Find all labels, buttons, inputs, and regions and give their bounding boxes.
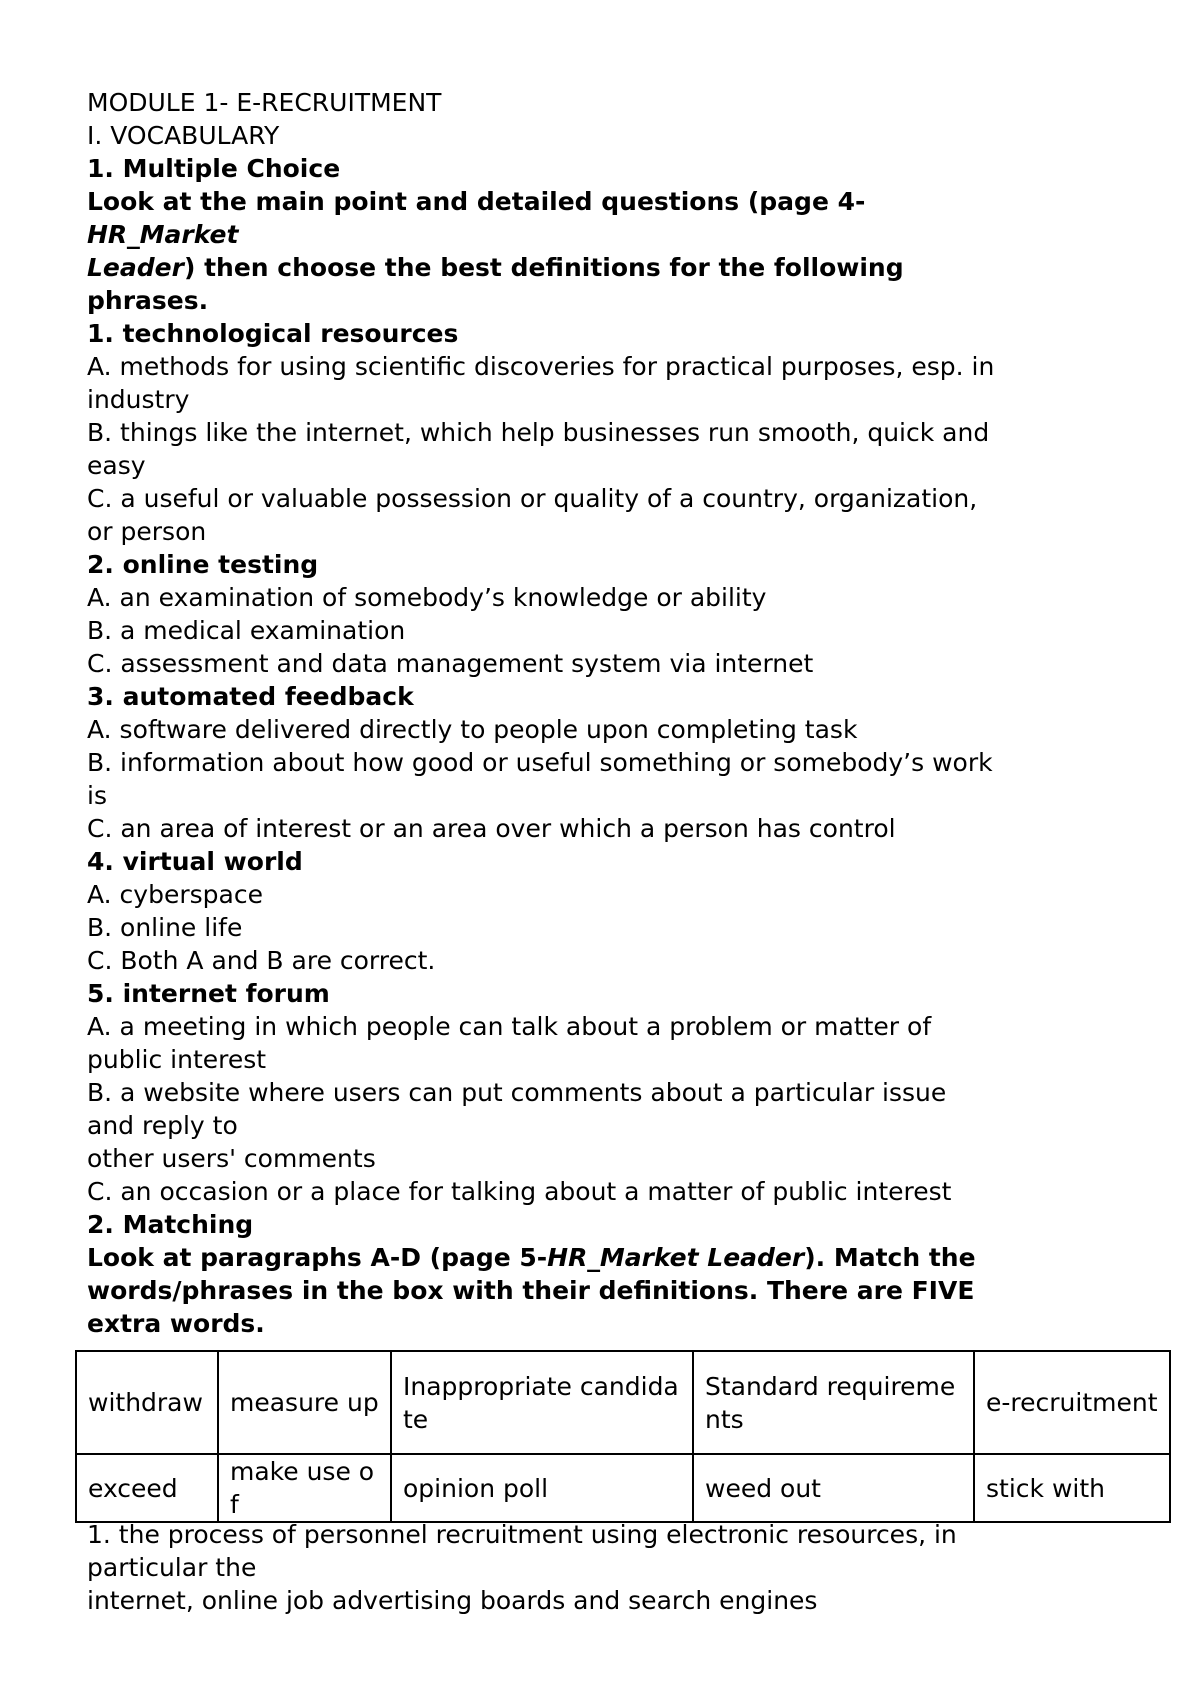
part1-instruction [87,185,1167,317]
part2-instruction-book: HR_Market Leader [547,1243,805,1272]
part1-instruction-a: Look at the main point and detailed questions (page 4- [87,187,866,216]
question-option: easy [87,451,146,480]
word-box-table [75,1350,1171,1523]
part2-instruction-d: words/phrases in the box with their definitions. There are FIVE [87,1276,975,1305]
module-title: MODULE 1- E-RECRUITMENT [87,88,442,117]
question-option: C. assessment and data management system via internet [87,649,814,678]
part2-instruction-e: extra words. [87,1309,265,1338]
question-option: and reply to [87,1111,238,1140]
section-title: I. VOCABULARY [87,121,280,150]
part1-instruction-book: HR_Market [87,220,239,249]
word-cell: e-recruitment [974,1351,1170,1454]
question-option: A. software delivered directly to people upon completing task [87,715,858,744]
question-option: A. cyberspace [87,880,263,909]
question-option: B. a medical examination [87,616,406,645]
question-option: C. an area of interest or an area over which a person has control [87,814,896,843]
question-option: A. an examination of somebody’s knowledge or ability [87,583,767,612]
word-cell: Inappropriate candidate [391,1351,693,1454]
definition-line: 1. the process of personnel recruitment using electronic resources, in [87,1520,957,1549]
definitions-section [87,1518,1167,1617]
question-option: C. a useful or valuable possession or quality of a country, organization, [87,484,978,513]
part2-instruction-c: ). Match the [804,1243,976,1272]
part1-heading: 1. Multiple Choice [87,154,341,183]
part1-instruction-e: phrases. [87,286,209,315]
part1-instruction-d: ) then choose the best definitions for the following [183,253,904,282]
word-cell: Standard requirements [693,1351,974,1454]
word-cell: make use of [218,1454,391,1522]
definition-line: internet, online job advertising boards and search engines [87,1586,818,1615]
question-option: other users' comments [87,1144,376,1173]
question-term: 4. virtual world [87,847,303,876]
word-cell: measure up [218,1351,391,1454]
question-term: 2. online testing [87,550,319,579]
question-option: public interest [87,1045,267,1074]
word-cell: withdraw [76,1351,218,1454]
word-cell: exceed [76,1454,218,1522]
document-body [87,86,1167,1340]
word-cell: opinion poll [391,1454,693,1522]
question-term: 1. technological resources [87,319,459,348]
word-cell: stick with [974,1454,1170,1522]
question-option: A. a meeting in which people can talk about a problem or matter of [87,1012,932,1041]
table-row [76,1454,1170,1522]
question-option: C. Both A and B are correct. [87,946,436,975]
question-option: B. online life [87,913,243,942]
table-row [76,1351,1170,1454]
definition-line: particular the [87,1553,257,1582]
part2-instruction-a: Look at paragraphs A-D (page 5- [87,1243,548,1272]
question-option: is [87,781,107,810]
question-option: C. an occasion or a place for talking about a matter of public interest [87,1177,952,1206]
question-option: B. information about how good or useful something or somebody’s work [87,748,993,777]
part2-heading: 2. Matching [87,1210,254,1239]
question-option: or person [87,517,207,546]
word-cell: weed out [693,1454,974,1522]
question-option: B. a website where users can put comments about a particular issue [87,1078,947,1107]
question-term: 5. internet forum [87,979,330,1008]
part2-instruction [87,1241,1167,1340]
question-term: 3. automated feedback [87,682,414,711]
question-option: B. things like the internet, which help businesses run smooth, quick and [87,418,990,447]
question-option: A. methods for using scientific discoveries for practical purposes, esp. in [87,352,995,381]
part1-instruction-book-2: Leader [87,253,184,282]
question-option: industry [87,385,190,414]
